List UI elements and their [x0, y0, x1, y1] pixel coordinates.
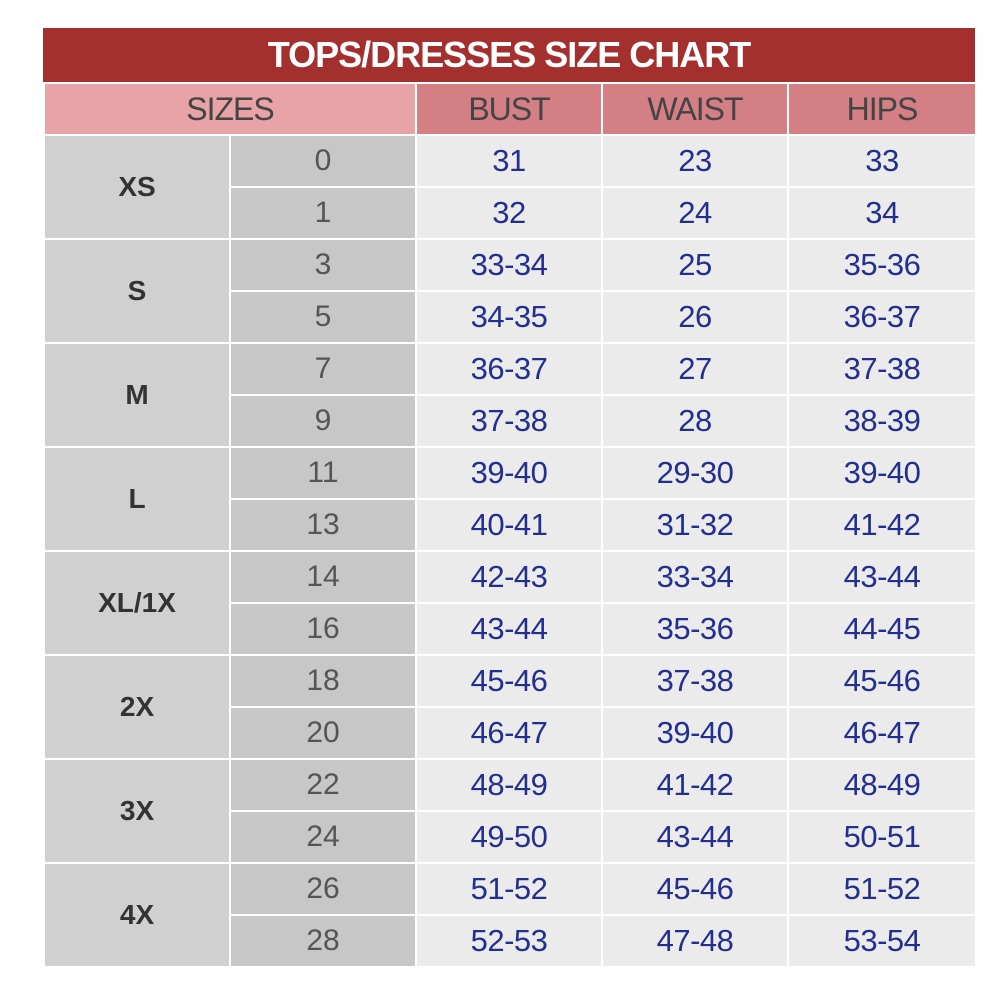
waist-value: 31-32	[602, 499, 788, 551]
bust-value: 46-47	[416, 707, 602, 759]
table-row	[44, 759, 976, 811]
size-group-label: 4X	[44, 863, 230, 967]
table-row	[44, 343, 976, 395]
bust-value: 40-41	[416, 499, 602, 551]
waist-value: 23	[602, 135, 788, 187]
waist-value: 47-48	[602, 915, 788, 967]
size-number: 16	[230, 603, 416, 655]
waist-value: 41-42	[602, 759, 788, 811]
size-number: 7	[230, 343, 416, 395]
table-row	[44, 863, 976, 915]
size-group-label: L	[44, 447, 230, 551]
size-number: 14	[230, 551, 416, 603]
bust-value: 36-37	[416, 343, 602, 395]
table-row	[44, 551, 976, 603]
waist-value: 29-30	[602, 447, 788, 499]
bust-value: 37-38	[416, 395, 602, 447]
hips-value: 38-39	[788, 395, 976, 447]
bust-value: 32	[416, 187, 602, 239]
size-number: 24	[230, 811, 416, 863]
hips-value: 39-40	[788, 447, 976, 499]
header-row	[44, 83, 976, 135]
waist-value: 26	[602, 291, 788, 343]
size-group-label: XL/1X	[44, 551, 230, 655]
size-number: 20	[230, 707, 416, 759]
hips-value: 53-54	[788, 915, 976, 967]
header-bust: BUST	[416, 83, 602, 135]
hips-value: 43-44	[788, 551, 976, 603]
size-number: 18	[230, 655, 416, 707]
hips-value: 44-45	[788, 603, 976, 655]
hips-value: 48-49	[788, 759, 976, 811]
size-group-label: 3X	[44, 759, 230, 863]
size-group-label: M	[44, 343, 230, 447]
size-group-label: S	[44, 239, 230, 343]
size-number: 11	[230, 447, 416, 499]
hips-value: 35-36	[788, 239, 976, 291]
size-group-label: XS	[44, 135, 230, 239]
bust-value: 33-34	[416, 239, 602, 291]
bust-value: 52-53	[416, 915, 602, 967]
size-number: 13	[230, 499, 416, 551]
size-number: 26	[230, 863, 416, 915]
bust-value: 49-50	[416, 811, 602, 863]
waist-value: 24	[602, 187, 788, 239]
hips-value: 36-37	[788, 291, 976, 343]
size-number: 0	[230, 135, 416, 187]
chart-title: TOPS/DRESSES SIZE CHART	[43, 28, 975, 82]
size-chart	[43, 28, 975, 1008]
waist-value: 28	[602, 395, 788, 447]
hips-value: 37-38	[788, 343, 976, 395]
bust-value: 31	[416, 135, 602, 187]
waist-value: 39-40	[602, 707, 788, 759]
waist-value: 35-36	[602, 603, 788, 655]
waist-value: 37-38	[602, 655, 788, 707]
table-row	[44, 447, 976, 499]
size-number: 3	[230, 239, 416, 291]
table-row	[44, 655, 976, 707]
waist-value: 27	[602, 343, 788, 395]
bust-value: 42-43	[416, 551, 602, 603]
size-number: 28	[230, 915, 416, 967]
bust-value: 39-40	[416, 447, 602, 499]
header-hips: HIPS	[788, 83, 976, 135]
table-row	[44, 135, 976, 187]
hips-value: 41-42	[788, 499, 976, 551]
size-number: 9	[230, 395, 416, 447]
bust-value: 51-52	[416, 863, 602, 915]
hips-value: 45-46	[788, 655, 976, 707]
size-table	[43, 82, 977, 968]
hips-value: 46-47	[788, 707, 976, 759]
waist-value: 25	[602, 239, 788, 291]
bust-value: 48-49	[416, 759, 602, 811]
waist-value: 45-46	[602, 863, 788, 915]
hips-value: 34	[788, 187, 976, 239]
size-number: 5	[230, 291, 416, 343]
bust-value: 45-46	[416, 655, 602, 707]
header-sizes: SIZES	[44, 83, 416, 135]
size-table-body	[44, 135, 976, 967]
size-number: 1	[230, 187, 416, 239]
table-row	[44, 239, 976, 291]
bust-value: 43-44	[416, 603, 602, 655]
waist-value: 43-44	[602, 811, 788, 863]
bust-value: 34-35	[416, 291, 602, 343]
waist-value: 33-34	[602, 551, 788, 603]
size-number: 22	[230, 759, 416, 811]
hips-value: 33	[788, 135, 976, 187]
hips-value: 50-51	[788, 811, 976, 863]
size-group-label: 2X	[44, 655, 230, 759]
hips-value: 51-52	[788, 863, 976, 915]
header-waist: WAIST	[602, 83, 788, 135]
